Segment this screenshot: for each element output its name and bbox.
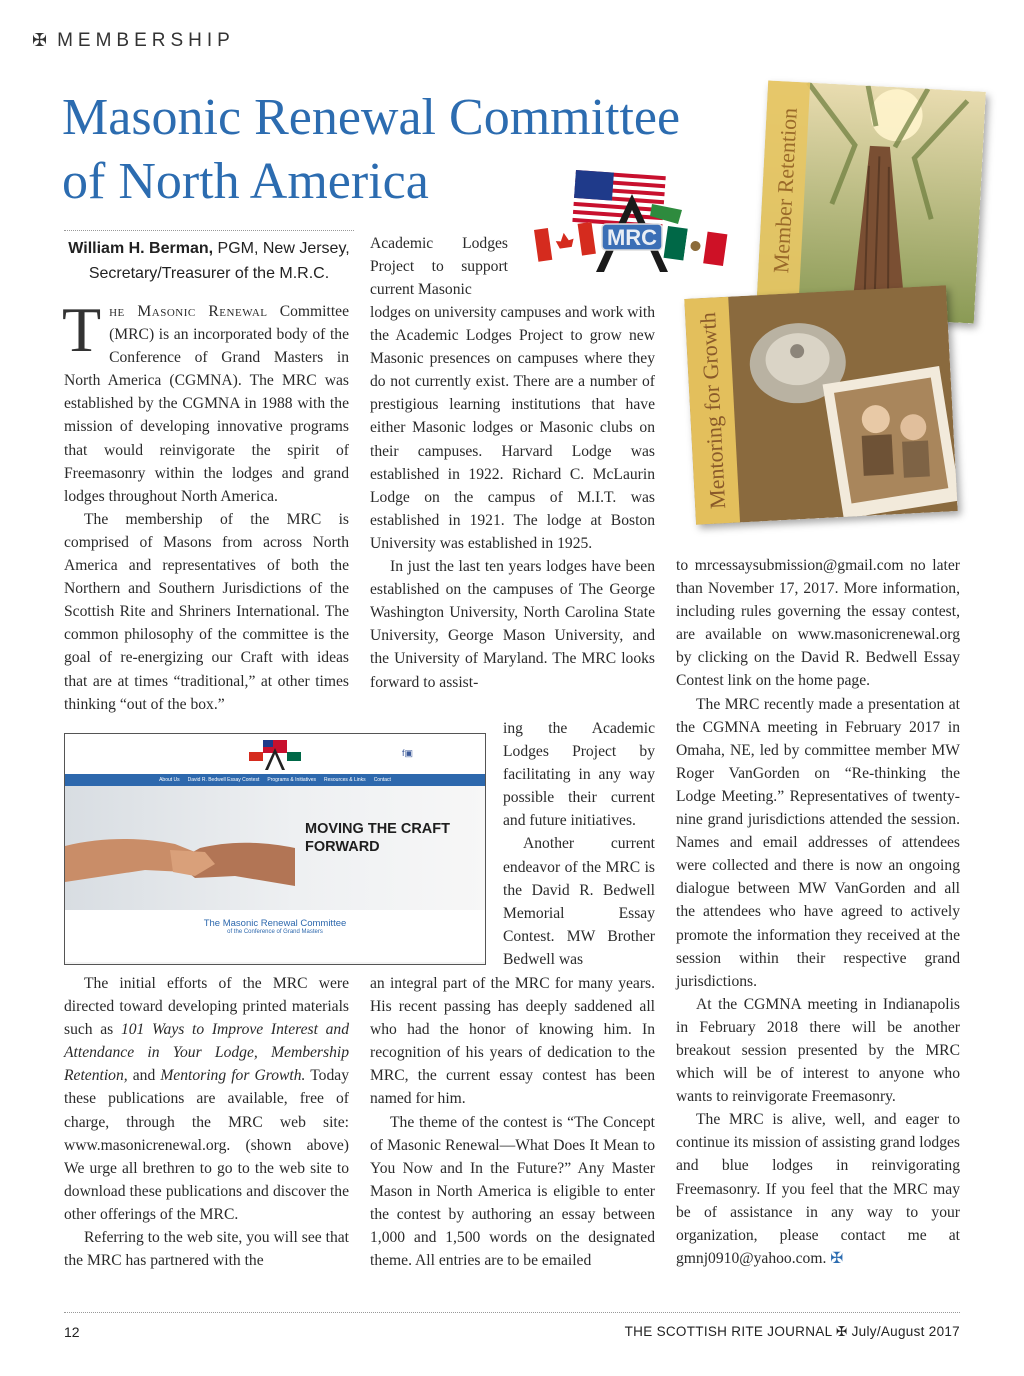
page-number: 12 <box>64 1324 80 1340</box>
title-line1: Masonic Renewal Committee <box>62 89 681 146</box>
paragraph: The initial efforts of the MRC were directed toward developing printed materials such as 101 Ways to Improve Interest and Attendance in Your Lodge, Membership Retention, and Mentoring for Growth. Today these publications are available, free of charge, through the MRC web site: www.masonicrenewal.org. (shown above) We urge all brethren to go to the web site to download these publications and discover the other offerings of the MRC. <box>64 975 350 1223</box>
column-2-lower <box>370 972 655 1272</box>
lead-in: he Masonic Renewal <box>109 303 268 320</box>
column-3 <box>676 554 960 1270</box>
site-nav <box>65 774 485 786</box>
nav-contact[interactable]: Contact <box>373 777 391 783</box>
section-header <box>32 30 235 52</box>
mrc-logo <box>532 164 732 284</box>
member-retention-cover <box>756 80 986 323</box>
author-title: Secretary/Treasurer of the M.R.C. <box>88 265 330 282</box>
paragraph: ing the Academic Lodges Project by facilitating in any way possible their current and future initiatives. <box>503 720 655 830</box>
column-1-lower <box>64 972 349 1272</box>
paragraph: Academic Lodges Project to support current Masonic <box>370 235 508 299</box>
site-footer-subtitle: of the Conference of Grand Masters <box>227 929 323 935</box>
site-logo-icon <box>245 738 305 772</box>
section-label: MEMBERSHIP <box>57 30 235 51</box>
mentoring-cover <box>684 285 957 524</box>
paragraph: In just the last ten years lodges have been established on the campuses of The George Washington University, North Carolina State University, George Mason University, and the University of Maryland. The MRC looks forward to assist- <box>370 558 655 691</box>
nav-programs[interactable]: Programs & Initiatives <box>267 777 316 783</box>
paragraph: lodges on university campuses and work with the Academic Lodges Project to grow new Masonic presences on campuses where they do not currently exist. There are a number of prestigious learning institutions that have either Masonic lodges or Masonic clubs on their campuses. Harvard Lodge was established in 1922. Richard C. McLaurin Lodge on the campus of M.I.T. was established in 1921. The lodge at Boston University was established in 1925. <box>370 304 655 552</box>
nav-about[interactable]: About Us <box>159 777 180 783</box>
site-hero <box>65 786 485 910</box>
author-name: William H. Berman, <box>68 240 214 257</box>
paragraph: At the CGMNA meeting in Indianapolis in February 2018 there will be another breakout session presented by the MRC which will be of interest to anyone who wants to reinvigorate Freemasonry. <box>676 995 960 1106</box>
paragraph: to mrcessaysubmission@gmail.com no later than November 17, 2017. More information, including rules governing the essay contest, are available on www.masonicrenewal.org by clicking on the David R. Bedwell Essay Contest link on the home page. <box>676 557 960 690</box>
site-footer-title: The Masonic Renewal Committee <box>203 918 347 929</box>
paragraph: The MRC is alive, well, and eager to continue its mission of assisting grand lodges and blue lodges in reinvigorating Freemasonry. If you feel that the MRC may be of assistance in any way to your organization, please contact me at gmnj0910@yahoo.com. ✠ <box>676 1111 960 1267</box>
journal-footer <box>625 1324 960 1340</box>
paragraph: The theme of the contest is “The Concept of Masonic Renewal—What Does It Mean to You Now and In the Future?” Any Master Mason in North America is eligible to enter the contest by authoring an essay between 1,000 and 1,500 words on the designated theme. All entries are to be emailed <box>370 1113 655 1270</box>
website-screenshot <box>64 733 486 965</box>
divider <box>64 230 354 231</box>
end-mark-icon: ✠ <box>830 1249 844 1267</box>
paragraph: Another current endeavor of the MRC is the David R. Bedwell Memorial Essay Contest. MW Brother Bedwell was <box>503 835 655 968</box>
paragraph: Referring to the web site, you will see that the MRC has partnered with the <box>64 1229 349 1270</box>
intro-paragraph: The Masonic Renewal Committee (MRC) is an incorporated body of the Conference of Grand Masters in North America (CGMNA). The MRC was established by the CGMNA in 1988 with the mission of developing innovative programs that would reinvigorate the spirit of Freemasonry within the lodges and grand lodges throughout North America. <box>62 294 349 505</box>
column-2 <box>370 301 655 694</box>
logo-text: MRC <box>606 225 658 250</box>
footer-cross-icon: ✠ <box>835 1324 852 1339</box>
paragraph: The membership of the MRC is comprised of Masons from across North America and representatives of both the Northern and Southern Jurisdictions of the Scottish Rite and Shriners International. The common philosophy of the committee is the goal of re-energizing our Craft with ideas that are at times “traditional,” at other times thinking “out of the box.” <box>64 510 349 713</box>
column-2-top <box>370 232 508 301</box>
paragraph: an integral part of the MRC for many years. His recent passing has deeply saddened all who had the honor of knowing him. In recognition of his years of dedication to the MRC, the current essay contest has been named for him. <box>370 975 655 1108</box>
nav-essay[interactable]: David R. Bedwell Essay Contest <box>187 777 260 783</box>
byline <box>64 236 354 286</box>
footer-divider <box>64 1312 960 1313</box>
drop-cap: T <box>62 294 102 365</box>
handshake-image <box>65 786 295 910</box>
issue-date: July/August 2017 <box>851 1324 960 1339</box>
journal-name: THE SCOTTISH RITE JOURNAL <box>624 1324 832 1339</box>
author-role: PGM, New Jersey, <box>213 240 350 257</box>
site-header <box>65 734 485 774</box>
social-icons[interactable]: f▣ <box>401 748 413 758</box>
retention-title: Member Retention <box>768 107 802 274</box>
paragraph: The MRC recently made a presentation at the CGMNA meeting in February 2017 in Omaha, NE, led by committee member MW Roger VanGorden on “Re-thinking the Lodge Meeting.” Representatives of twenty-nine grand jurisdictions attended the session. Names and email addresses of attendees were collected and there is now an ongoing dialogue between MW VanGorden and all the attendees who have agreed to actively promote the information they received at the session within their respective grand jurisdictions. <box>676 695 960 990</box>
column-1 <box>62 294 349 716</box>
hero-text: MOVING THE CRAFT FORWARD <box>305 821 450 855</box>
flags-logo-graphic <box>532 164 732 284</box>
masonic-cross-icon: ✠ <box>32 30 48 50</box>
column-2-narrow <box>503 717 655 971</box>
nav-resources[interactable]: Resources & Links <box>324 777 366 783</box>
title-line2: of North America <box>62 153 429 210</box>
mentoring-title: Mentoring for Growth <box>695 311 731 510</box>
site-footer-band <box>65 910 485 962</box>
